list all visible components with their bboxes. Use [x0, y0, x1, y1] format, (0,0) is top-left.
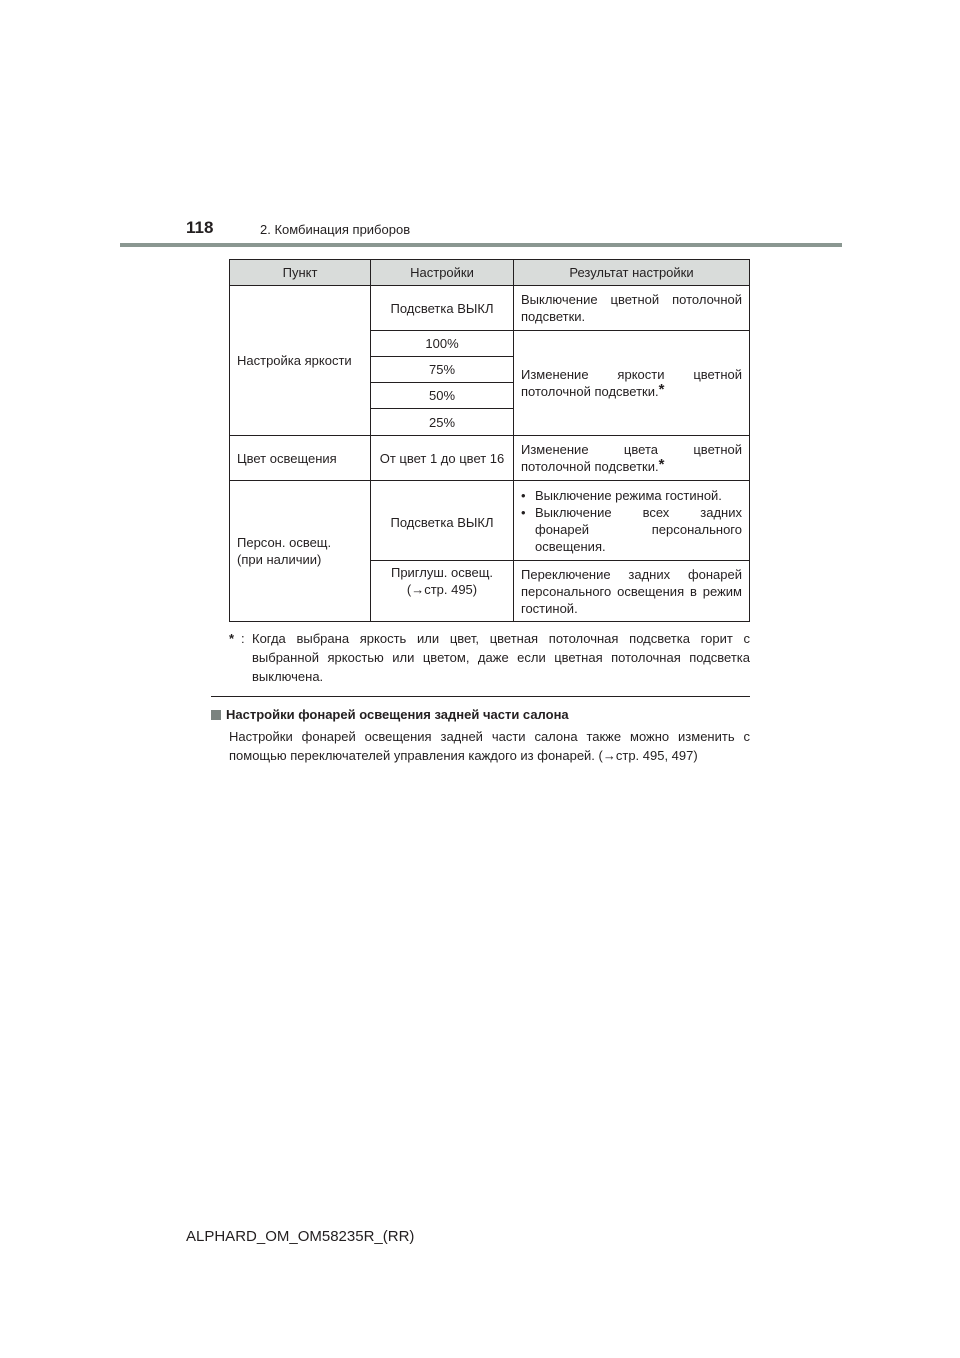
table-footnote: [229, 629, 750, 686]
brightness-level-cell: 100%: [371, 331, 514, 357]
brightness-level-cell: 50%: [371, 383, 514, 409]
brightness-item-cell: Настройка яркости: [230, 286, 371, 436]
personal-item-line2: (при наличии): [237, 552, 322, 567]
personal-item-cell: [230, 481, 371, 622]
table-row: [230, 286, 750, 331]
color-item-cell: Цвет освещения: [230, 436, 371, 481]
table-row: [230, 436, 750, 481]
personal-dim-line2: (→стр. 495): [406, 582, 478, 597]
section-heading-text: Настройки фонарей освещения задней части салона: [226, 707, 569, 722]
footnote-mark: *: [658, 456, 665, 473]
footnote-text: Когда выбрана яркость или цвет, цветная потолочная подсветка горит с выбранной яркостью или цветом, даже если цветная потолочная подсветка выключена.: [252, 631, 750, 684]
brightness-levels-result-text: Изменение яркости цветной потолочной подсветки.: [521, 367, 742, 399]
page-number: 118: [186, 218, 214, 237]
column-header-item: Пункт: [230, 260, 371, 286]
bullet-mark: •: [521, 504, 526, 520]
personal-dim-result: Переключение задних фонарей персонального освещения в режим гостиной.: [514, 561, 750, 622]
personal-off-setting: Подсветка ВЫКЛ: [371, 481, 514, 561]
color-setting-cell: От цвет 1 до цвет 16: [371, 436, 514, 481]
footnote-star: *: [229, 631, 235, 646]
personal-dim-setting: [371, 561, 514, 622]
list-item: [521, 487, 742, 504]
footnote-colon: :: [241, 631, 245, 646]
personal-dim-line1: Приглуш. освещ.: [390, 565, 494, 580]
color-result-text: Изменение цвета цветной потолочной подсветки.: [521, 442, 742, 474]
brightness-off-result: Выключение цветной потолочной подсветки.: [514, 286, 750, 331]
column-header-result: Результат настройки: [514, 260, 750, 286]
table-header-row: [230, 260, 750, 286]
brightness-levels-result: [514, 331, 750, 436]
bullet-text: Выключение всех задних фонарей персонального освещения.: [535, 504, 742, 554]
brightness-level-cell: 75%: [371, 357, 514, 383]
bullet-text: Выключение режима гостиной.: [535, 487, 722, 503]
personal-item-line1: Персон. освещ.: [237, 535, 332, 550]
brightness-off-setting: Подсветка ВЫКЛ: [371, 286, 514, 331]
section-body: Настройки фонарей освещения задней части салона также можно изменить с помощью переключателей управления каждого из фонарей. (→стр. 495, 497): [229, 729, 750, 763]
personal-off-result: [514, 481, 750, 561]
section-divider: [211, 696, 750, 697]
color-result-cell: [514, 436, 750, 481]
brightness-level-cell: 25%: [371, 409, 514, 436]
list-item: [521, 504, 742, 555]
header-rule: [120, 243, 842, 247]
square-bullet-icon: [211, 710, 221, 720]
column-header-settings: Настройки: [371, 260, 514, 286]
chapter-title: 2. Комбинация приборов: [260, 222, 411, 237]
section-heading: [211, 707, 569, 722]
footnote-mark: *: [658, 381, 665, 398]
settings-table: [229, 259, 750, 622]
bullet-mark: •: [521, 487, 526, 503]
table-row: [230, 481, 750, 561]
document-code: ALPHARD_OM_OM58235R_(RR): [186, 1228, 415, 1245]
